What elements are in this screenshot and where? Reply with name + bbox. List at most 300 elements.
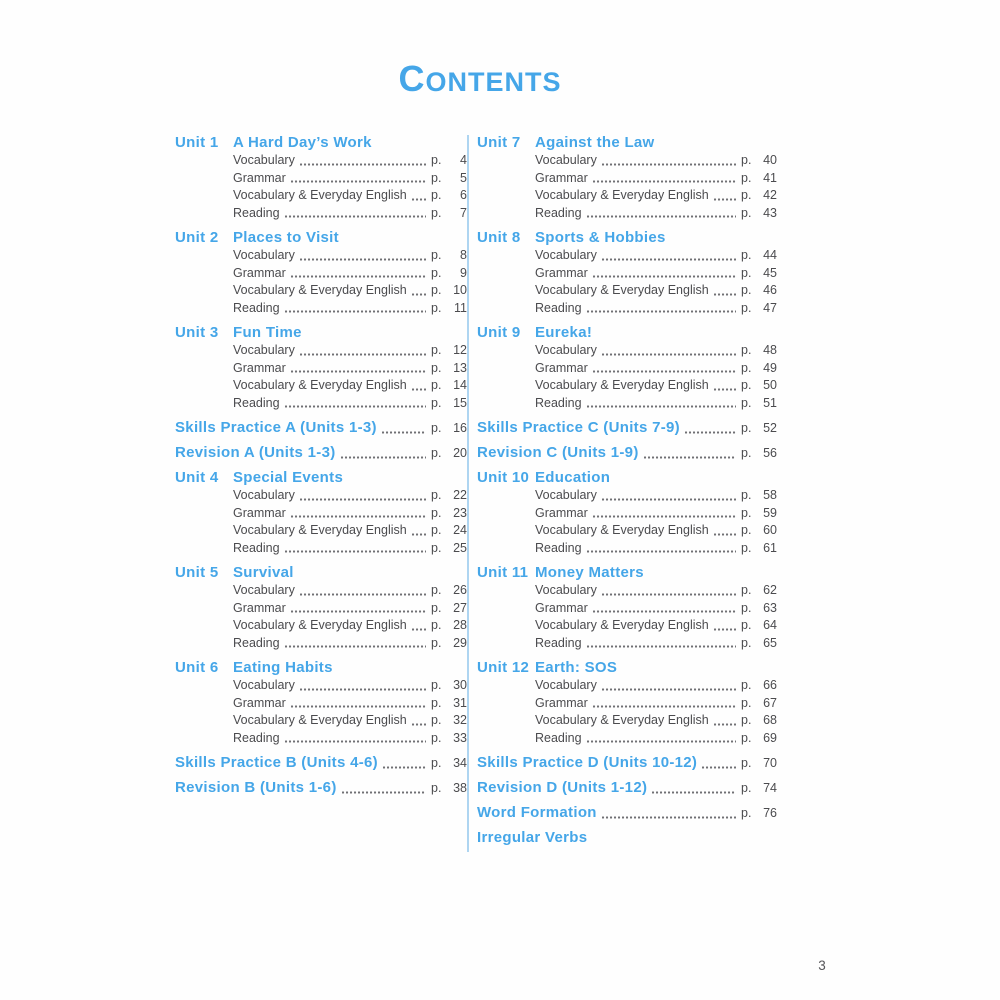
page-ref	[741, 444, 777, 463]
toc-row	[233, 265, 467, 283]
page-ref	[431, 265, 467, 283]
toc-row-label: Reading	[535, 540, 582, 555]
page-ref	[431, 282, 467, 300]
toc-row	[535, 522, 777, 540]
section-title: Revision D (Units 1-12)	[477, 779, 648, 796]
dotted-leader	[602, 816, 736, 819]
toc-row-label: Vocabulary	[535, 583, 597, 597]
page-number: 42	[763, 188, 777, 202]
section-title: Skills Practice D (Units 10-12)	[477, 754, 698, 771]
dotted-leader	[291, 705, 426, 708]
dotted-leader	[714, 388, 736, 391]
dotted-leader	[714, 198, 736, 201]
page-abbrev: p.	[431, 188, 442, 202]
page-number: 41	[763, 170, 777, 185]
page-number: 76	[763, 806, 777, 820]
toc-row-label: Reading	[233, 395, 280, 410]
page-ref	[431, 754, 467, 773]
unit-heading	[175, 468, 467, 487]
toc-row-label: Grammar	[233, 505, 286, 520]
toc-row-label: Vocabulary	[535, 343, 597, 357]
page-ref	[741, 170, 777, 188]
page-abbrev: p.	[431, 343, 442, 357]
page-ref	[741, 282, 777, 300]
unit-entry	[477, 658, 777, 747]
dotted-leader	[291, 275, 426, 278]
page-abbrev: p.	[741, 395, 752, 410]
toc-row-label: Grammar	[535, 360, 588, 375]
toc-row	[535, 342, 777, 360]
page-number: 5	[460, 170, 467, 185]
page-abbrev: p.	[431, 781, 442, 795]
unit-entry	[175, 228, 467, 317]
unit-title: A Hard Day’s Work	[233, 134, 372, 151]
unit-heading	[477, 563, 777, 582]
page-number: 52	[763, 421, 777, 435]
toc-row	[233, 505, 467, 523]
page-abbrev: p.	[431, 730, 442, 745]
page-number: 13	[453, 360, 467, 375]
section-entry	[175, 443, 467, 463]
page-abbrev: p.	[741, 756, 752, 770]
page-number: 49	[763, 360, 777, 375]
page-ref	[431, 730, 467, 748]
page-abbrev: p.	[741, 523, 752, 537]
dotted-leader	[300, 593, 426, 596]
page-ref	[741, 187, 777, 205]
page-ref	[431, 152, 467, 170]
unit-title: Education	[535, 469, 611, 486]
page-ref	[431, 600, 467, 618]
unit-items	[233, 582, 467, 652]
unit-title: Eureka!	[535, 324, 593, 341]
page-abbrev: p.	[741, 300, 752, 315]
toc-row-label: Vocabulary	[535, 678, 597, 692]
toc-row	[233, 187, 467, 205]
page-number: 69	[763, 730, 777, 745]
page-ref	[741, 360, 777, 378]
unit-heading	[175, 323, 467, 342]
toc-row	[233, 730, 467, 748]
toc-row-label: Vocabulary & Everyday English	[535, 618, 709, 632]
page-abbrev: p.	[431, 583, 442, 597]
toc-row	[535, 187, 777, 205]
page-ref	[431, 444, 467, 463]
page-number-footer: 3	[818, 958, 826, 973]
page-number: 58	[763, 488, 777, 502]
page-abbrev: p.	[741, 618, 752, 632]
page-abbrev: p.	[741, 421, 752, 435]
page-abbrev: p.	[741, 205, 752, 220]
page-number: 31	[453, 695, 467, 710]
page-abbrev: p.	[431, 446, 442, 460]
dotted-leader	[412, 293, 426, 296]
unit-entry	[175, 468, 467, 557]
toc-row-label: Grammar	[535, 695, 588, 710]
page-ref	[431, 342, 467, 360]
toc-row-label: Grammar	[233, 695, 286, 710]
section-title: Skills Practice C (Units 7-9)	[477, 419, 680, 436]
unit-label: Unit 2	[175, 229, 219, 246]
page-number: 59	[763, 505, 777, 520]
page-number: 24	[453, 523, 467, 537]
page-abbrev: p.	[741, 781, 752, 795]
page-abbrev: p.	[431, 678, 442, 692]
page-ref	[431, 582, 467, 600]
page-abbrev: p.	[741, 153, 752, 167]
page-ref	[431, 635, 467, 653]
toc-row-label: Grammar	[535, 265, 588, 280]
toc-row-label: Vocabulary & Everyday English	[233, 713, 407, 727]
toc-row-label: Vocabulary	[233, 248, 295, 262]
dotted-leader	[412, 628, 426, 631]
page-number: 51	[763, 395, 777, 410]
page-ref	[431, 487, 467, 505]
page-ref	[741, 419, 777, 438]
page-abbrev: p.	[431, 248, 442, 262]
toc-row	[233, 395, 467, 413]
toc-row-label: Reading	[233, 730, 280, 745]
dotted-leader	[587, 740, 736, 743]
dotted-leader	[593, 610, 736, 613]
page-ref	[741, 779, 777, 798]
dotted-leader	[285, 310, 426, 313]
page-number: 26	[453, 583, 467, 597]
dotted-leader	[593, 705, 736, 708]
unit-heading	[175, 658, 467, 677]
unit-label: Unit 4	[175, 469, 219, 486]
unit-label: Unit 3	[175, 324, 219, 341]
unit-items	[535, 152, 777, 222]
toc-row	[233, 677, 467, 695]
dotted-leader	[412, 723, 426, 726]
page-number: 33	[453, 730, 467, 745]
page-number: 10	[453, 283, 467, 297]
page-ref	[741, 247, 777, 265]
page-number: 16	[453, 421, 467, 435]
toc-row	[535, 205, 777, 223]
unit-label: Unit 6	[175, 659, 219, 676]
unit-title: Special Events	[233, 469, 344, 486]
toc-row-label: Vocabulary & Everyday English	[233, 523, 407, 537]
dotted-leader	[602, 688, 736, 691]
toc-row	[233, 617, 467, 635]
toc-row-label: Vocabulary & Everyday English	[233, 378, 407, 392]
page-number: 63	[763, 600, 777, 615]
dotted-leader	[300, 498, 426, 501]
page-abbrev: p.	[741, 678, 752, 692]
toc-row-label: Vocabulary	[535, 153, 597, 167]
toc-row-label: Vocabulary	[233, 678, 295, 692]
dotted-leader	[714, 723, 736, 726]
toc-row	[535, 635, 777, 653]
page-ref	[431, 170, 467, 188]
dotted-leader	[412, 198, 426, 201]
page-number: 15	[453, 395, 467, 410]
toc-row	[535, 505, 777, 523]
page-number: 46	[763, 283, 777, 297]
toc-row-label: Grammar	[233, 360, 286, 375]
page-number: 7	[460, 205, 467, 220]
dotted-leader	[285, 740, 426, 743]
table-of-contents	[175, 133, 777, 852]
page-ref	[741, 300, 777, 318]
page-ref	[741, 505, 777, 523]
toc-row-label: Vocabulary & Everyday English	[233, 618, 407, 632]
toc-row	[535, 487, 777, 505]
page-abbrev: p.	[741, 583, 752, 597]
page-number: 50	[763, 378, 777, 392]
page-number: 60	[763, 523, 777, 537]
unit-items	[233, 487, 467, 557]
page-abbrev: p.	[431, 360, 442, 375]
page-ref	[431, 205, 467, 223]
unit-label: Unit 7	[477, 134, 521, 151]
dotted-leader	[382, 431, 426, 434]
page-ref	[741, 804, 777, 823]
page-abbrev: p.	[741, 170, 752, 185]
unit-items	[233, 152, 467, 222]
page-abbrev: p.	[741, 283, 752, 297]
page-ref	[741, 152, 777, 170]
page-number: 27	[453, 600, 467, 615]
dotted-leader	[593, 180, 736, 183]
unit-items	[233, 247, 467, 317]
dotted-leader	[702, 766, 736, 769]
unit-label: Unit 11	[477, 564, 529, 581]
section-entry	[477, 828, 777, 847]
section-entry	[175, 753, 467, 773]
unit-heading	[477, 468, 777, 487]
dotted-leader	[714, 628, 736, 631]
page-number: 23	[453, 505, 467, 520]
page-number: 8	[460, 248, 467, 262]
unit-heading	[175, 563, 467, 582]
page-number: 66	[763, 678, 777, 692]
unit-heading	[477, 228, 777, 247]
toc-row	[535, 282, 777, 300]
page-abbrev: p.	[431, 540, 442, 555]
section-entry	[175, 418, 467, 438]
page-number: 62	[763, 583, 777, 597]
dotted-leader	[300, 163, 426, 166]
dotted-leader	[285, 550, 426, 553]
toc-row	[233, 635, 467, 653]
toc-row	[535, 712, 777, 730]
dotted-leader	[685, 431, 736, 434]
unit-entry	[175, 563, 467, 652]
page-abbrev: p.	[741, 806, 752, 820]
toc-row-label: Vocabulary & Everyday English	[535, 523, 709, 537]
toc-row-label: Vocabulary	[535, 488, 597, 502]
toc-row	[233, 360, 467, 378]
dotted-leader	[593, 275, 736, 278]
unit-heading	[175, 133, 467, 152]
page-abbrev: p.	[741, 188, 752, 202]
dotted-leader	[291, 370, 426, 373]
page-ref	[741, 635, 777, 653]
page-ref	[741, 754, 777, 773]
page-ref	[741, 582, 777, 600]
toc-row-label: Vocabulary	[233, 488, 295, 502]
page-abbrev: p.	[431, 395, 442, 410]
page-number: 56	[763, 446, 777, 460]
page-abbrev: p.	[431, 488, 442, 502]
dotted-leader	[342, 791, 426, 794]
toc-row	[233, 152, 467, 170]
section-entry	[477, 443, 777, 463]
page-number: 47	[763, 300, 777, 315]
page-number: 74	[763, 781, 777, 795]
section-entry	[477, 753, 777, 773]
page-abbrev: p.	[741, 248, 752, 262]
page-abbrev: p.	[431, 300, 442, 315]
page-abbrev: p.	[741, 635, 752, 650]
dotted-leader	[341, 456, 426, 459]
page-abbrev: p.	[431, 618, 442, 632]
toc-row-label: Grammar	[535, 505, 588, 520]
toc-row-label: Reading	[535, 635, 582, 650]
page-number: 67	[763, 695, 777, 710]
unit-label: Unit 10	[477, 469, 530, 486]
page-abbrev: p.	[431, 283, 442, 297]
unit-entry	[175, 658, 467, 747]
page-number: 30	[453, 678, 467, 692]
page-number: 45	[763, 265, 777, 280]
toc-row-label: Reading	[535, 205, 582, 220]
page-ref	[431, 617, 467, 635]
unit-title: Money Matters	[535, 564, 644, 581]
page-number: 29	[453, 635, 467, 650]
unit-items	[535, 677, 777, 747]
unit-items	[233, 677, 467, 747]
unit-label: Unit 9	[477, 324, 521, 341]
unit-entry	[477, 323, 777, 412]
unit-items	[233, 342, 467, 412]
page-ref	[741, 205, 777, 223]
page-ref	[431, 395, 467, 413]
page-ref	[741, 695, 777, 713]
section-entry	[477, 778, 777, 798]
page-abbrev: p.	[741, 730, 752, 745]
unit-title: Places to Visit	[233, 229, 339, 246]
page-ref	[741, 677, 777, 695]
toc-row-label: Reading	[233, 205, 280, 220]
dotted-leader	[587, 645, 736, 648]
dotted-leader	[602, 258, 736, 261]
unit-heading	[477, 658, 777, 677]
toc-row	[233, 522, 467, 540]
section-entry	[175, 778, 467, 798]
toc-row	[233, 712, 467, 730]
page-number: 22	[453, 488, 467, 502]
unit-entry	[175, 323, 467, 412]
page-abbrev: p.	[431, 713, 442, 727]
page-number: 28	[453, 618, 467, 632]
toc-row	[535, 152, 777, 170]
section-title: Skills Practice B (Units 4-6)	[175, 754, 378, 771]
dotted-leader	[593, 515, 736, 518]
page-abbrev: p.	[741, 360, 752, 375]
dotted-leader	[602, 353, 736, 356]
page-ref	[741, 730, 777, 748]
page-number: 70	[763, 756, 777, 770]
toc-row	[535, 395, 777, 413]
toc-row	[535, 695, 777, 713]
dotted-leader	[412, 388, 426, 391]
toc-row	[535, 377, 777, 395]
section-title: Skills Practice A (Units 1-3)	[175, 419, 377, 436]
unit-title: Survival	[233, 564, 294, 581]
toc-row	[535, 582, 777, 600]
dotted-leader	[285, 215, 426, 218]
page-abbrev: p.	[741, 378, 752, 392]
section-title: Word Formation	[477, 804, 597, 821]
unit-title: Against the Law	[535, 134, 655, 151]
unit-title: Eating Habits	[233, 659, 333, 676]
page-ref	[431, 300, 467, 318]
page-abbrev: p.	[741, 505, 752, 520]
toc-row	[535, 617, 777, 635]
toc-row-label: Reading	[233, 635, 280, 650]
unit-entry	[477, 133, 777, 222]
toc-row-label: Reading	[233, 300, 280, 315]
page-abbrev: p.	[431, 170, 442, 185]
toc-row	[535, 730, 777, 748]
dotted-leader	[587, 550, 736, 553]
page-number: 61	[763, 540, 777, 555]
unit-heading	[477, 133, 777, 152]
toc-row-label: Vocabulary & Everyday English	[535, 713, 709, 727]
toc-row-label: Vocabulary & Everyday English	[535, 378, 709, 392]
section-entry	[477, 418, 777, 438]
page-abbrev: p.	[431, 205, 442, 220]
page-ref	[431, 247, 467, 265]
dotted-leader	[291, 610, 426, 613]
page-number: 9	[460, 265, 467, 280]
page-abbrev: p.	[741, 695, 752, 710]
page-ref	[741, 522, 777, 540]
unit-title: Sports & Hobbies	[535, 229, 666, 246]
page-ref	[431, 779, 467, 798]
toc-row	[233, 205, 467, 223]
toc-row-label: Vocabulary & Everyday English	[535, 188, 709, 202]
section-title: Revision C (Units 1-9)	[477, 444, 639, 461]
toc-row-label: Vocabulary & Everyday English	[233, 283, 407, 297]
dotted-leader	[652, 791, 736, 794]
dotted-leader	[285, 405, 426, 408]
toc-column-left	[175, 133, 467, 852]
unit-title: Fun Time	[233, 324, 302, 341]
page-ref	[741, 395, 777, 413]
toc-row-label: Vocabulary	[233, 153, 295, 167]
page-number: 11	[454, 300, 467, 315]
toc-row	[233, 487, 467, 505]
page-abbrev: p.	[431, 600, 442, 615]
dotted-leader	[602, 593, 736, 596]
page-number: 6	[460, 188, 467, 202]
page-abbrev: p.	[431, 505, 442, 520]
toc-row-label: Reading	[535, 395, 582, 410]
unit-label: Unit 1	[175, 134, 219, 151]
dotted-leader	[300, 258, 426, 261]
toc-row-label: Reading	[535, 730, 582, 745]
page-ref	[431, 377, 467, 395]
page-number: 48	[763, 343, 777, 357]
unit-label: Unit 12	[477, 659, 530, 676]
page-abbrev: p.	[431, 265, 442, 280]
toc-row-label: Grammar	[233, 265, 286, 280]
